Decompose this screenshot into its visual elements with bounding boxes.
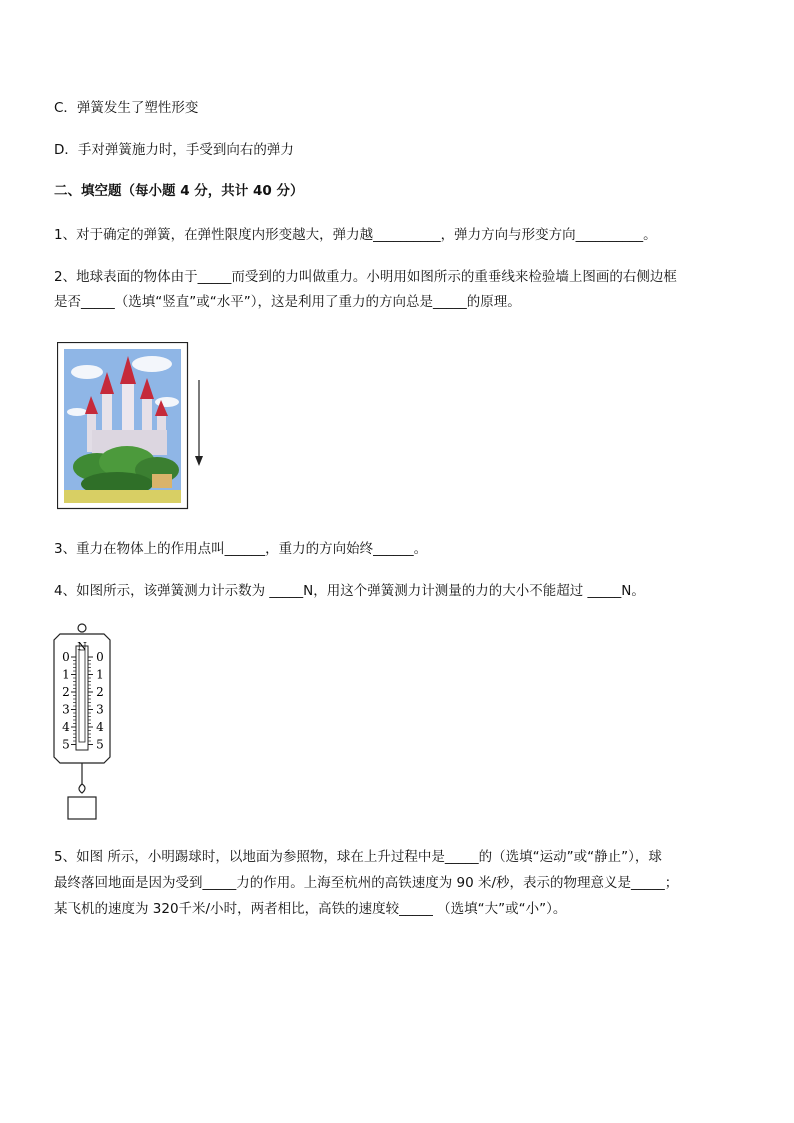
scale-tick-label-left: 1: [62, 667, 70, 682]
question-1: 1、对于确定的弹簧，在弹性限度内形变越大，弹力越__________，弹力方向与形变方向__________。: [54, 227, 657, 243]
question-2-line-2: 是否_____（选填“竖直”或“水平”），这是利用了重力的方向总是_____的原理。: [54, 294, 521, 310]
scale-tick-label-right: 5: [96, 737, 104, 752]
scale-unit-label: N: [77, 640, 87, 653]
question-4: 4、如图所示，该弹簧测力计示数为 _____N，用这个弹簧测力计测量的力的大小不能超过 _____N。: [54, 583, 645, 599]
option-d: D．手对弹簧施力时，手受到向右的弹力: [54, 142, 294, 158]
spring-scale-figure: [52, 622, 122, 824]
question-3: 3、重力在物体上的作用点叫______，重力的方向始终______。: [54, 541, 428, 557]
scale-tick-label-left: 3: [62, 702, 70, 717]
scale-tick-label-right: 2: [96, 685, 104, 699]
section-title: 二、填空题（每小题 4 分，共计 40 分）: [54, 183, 304, 199]
question-5-line-1: 5、如图 所示，小明踢球时，以地面为参照物，球在上升过程中是_____的（选填“运动”或“静止”），球: [54, 849, 662, 865]
question-5-line-3: 某飞机的速度为 320千米/小时，两者相比，高铁的速度较_____ （选填“大”或“小”）。: [54, 901, 567, 917]
option-c: C．弹簧发生了塑性形变: [54, 100, 199, 116]
question-2-line-1: 2、地球表面的物体由于_____而受到的力叫做重力。小明用如图所示的重垂线来检验墙上图画的右侧边框: [54, 269, 677, 285]
spring-scale: [52, 622, 122, 824]
scale-tick-label-right: 4: [96, 720, 104, 734]
scale-tick-label-right: 3: [96, 702, 104, 717]
question-5-line-2: 最终落回地面是因为受到_____力的作用。上海至杭州的高铁速度为 90 米/秒，表示的物理意义是_____；: [54, 875, 679, 891]
castle-picture-figure: [57, 342, 217, 510]
scale-tick-label-left: 0: [62, 650, 70, 664]
scale-tick-label-left: 2: [62, 685, 70, 699]
scale-tick-label-left: 5: [62, 737, 70, 752]
castle-picture: [57, 342, 217, 510]
scale-tick-label-right: 0: [96, 650, 104, 664]
scale-tick-label-left: 4: [62, 720, 70, 734]
scale-tick-label-right: 1: [96, 667, 104, 682]
